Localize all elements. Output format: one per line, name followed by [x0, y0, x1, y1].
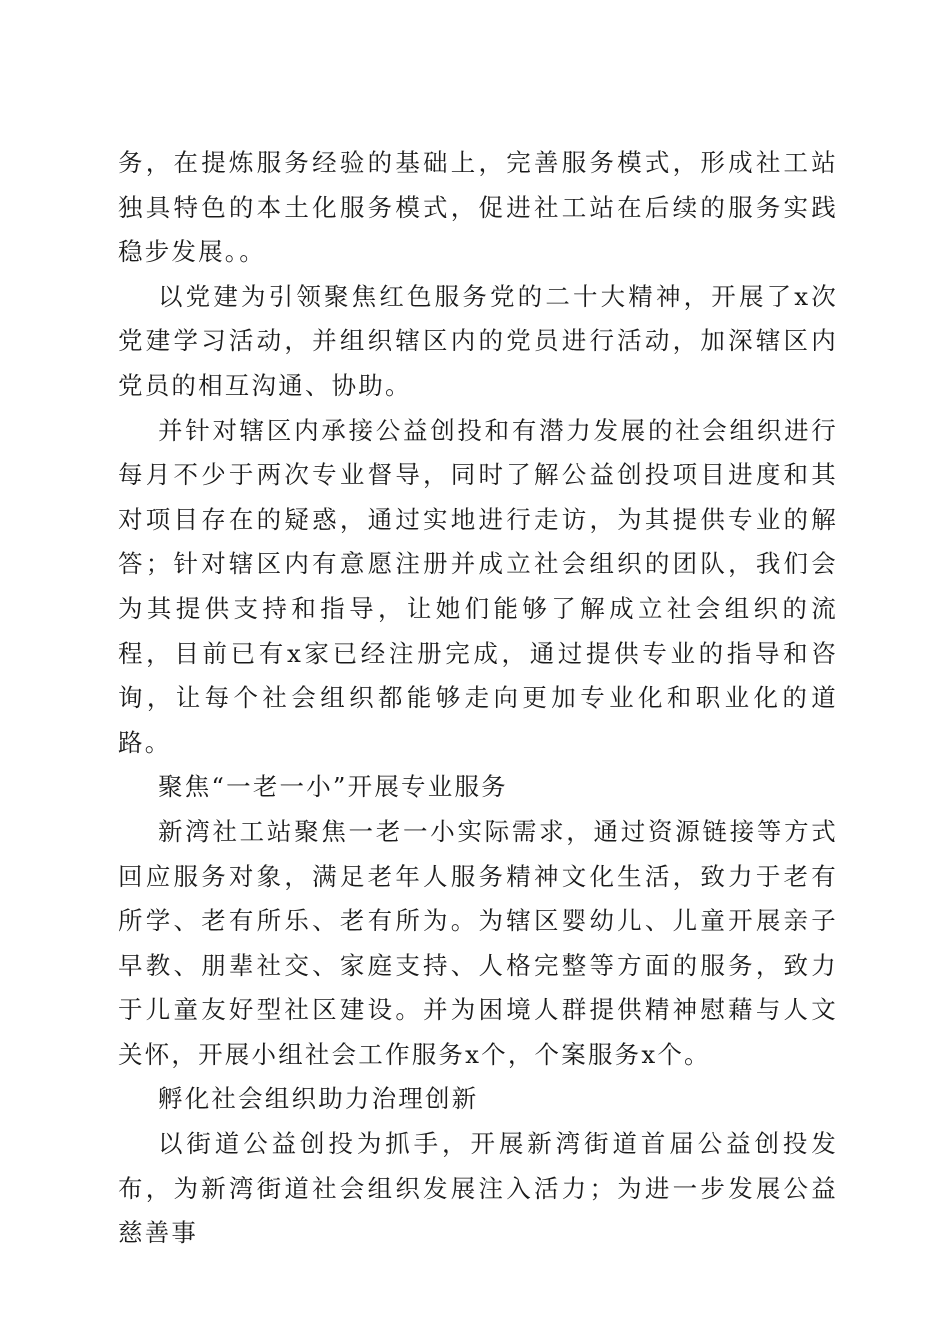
document-body	[118, 141, 838, 1256]
paragraph-service-model: 务，在提炼服务经验的基础上，完善服务模式，形成社工站独具特色的本土化服务模式，促进社工站在后续的服务实践稳步发展。。	[118, 148, 838, 267]
paragraph-party-building: 以党建为引领聚焦红色服务党的二十大精神，开展了x次党建学习活动，并组织辖区内的党员进行活动，加深辖区内党员的相互沟通、协助。	[118, 281, 838, 400]
section-heading-elderly-children: 聚焦“一老一小”开展专业服务	[158, 772, 508, 802]
paragraph-venture-philanthropy: 以街道公益创投为抓手，开展新湾街道首届公益创投发布，为新湾街道社会组织发展注入活力；为进一步发展公益慈善事	[118, 1129, 838, 1248]
paragraph-supervision: 并针对辖区内承接公益创投和有潜力发展的社会组织进行每月不少于两次专业督导，同时了解公益创投项目进度和其对项目存在的疑惑，通过实地进行走访，为其提供专业的解答；针对辖区内有意愿注册并成立社会组织的团队，我们会为其提供支持和指导，让她们能够了解成立社会组织的流程，目前已有x家已经注册完成，通过提供专业的指导和咨询，让每个社会组织都能够走向更加专业化和职业化的道路。	[118, 415, 838, 757]
section-heading-incubation: 孵化社会组织助力治理创新	[158, 1084, 479, 1114]
paragraph-elderly-children-services: 新湾社工站聚焦一老一小实际需求，通过资源链接等方式回应服务对象，满足老年人服务精神文化生活，致力于老有所学、老有所乐、老有所为。为辖区婴幼儿、儿童开展亲子早教、朋辈社交、家庭支持、人格完整等方面的服务，致力于儿童友好型社区建设。并为困境人群提供精神慰藉与人文关怀，开展小组社会工作服务x个，个案服务x个。	[118, 816, 838, 1069]
